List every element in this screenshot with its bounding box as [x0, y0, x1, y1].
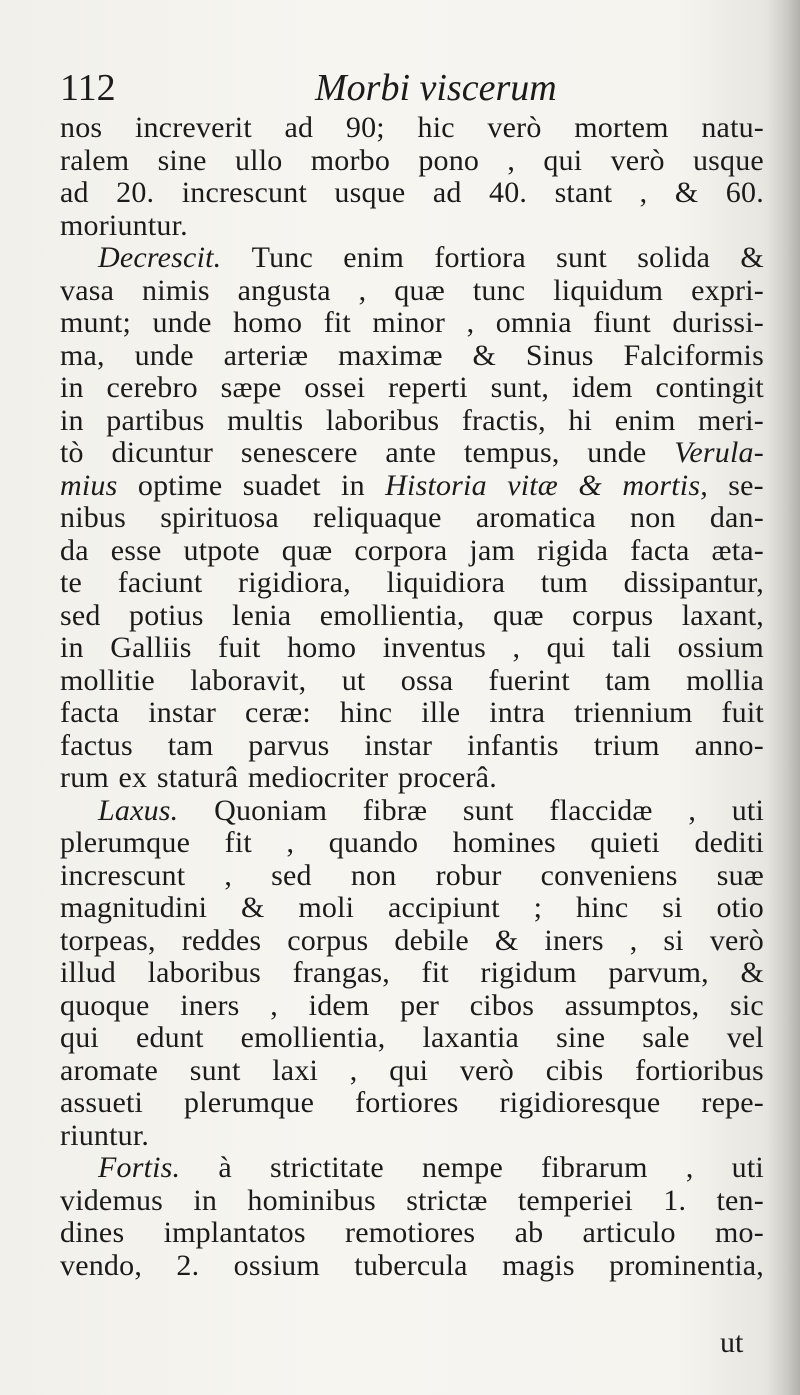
word: in — [60, 631, 84, 664]
text-line — [60, 1250, 764, 1283]
word: quando — [328, 826, 419, 859]
word: spirituosa — [160, 501, 279, 534]
word: instar — [364, 728, 433, 762]
word: & — [674, 176, 699, 209]
text-line — [60, 535, 764, 568]
word: Fortis. — [98, 1151, 181, 1184]
word: ; — [533, 891, 543, 924]
text-line — [60, 1217, 764, 1250]
word: 20. — [116, 176, 155, 209]
word: hi — [568, 403, 593, 437]
word: rigidum — [480, 956, 577, 989]
page-number: 112 — [60, 67, 116, 109]
word: edunt — [135, 1021, 204, 1054]
word: Quoniam — [214, 793, 328, 827]
word: tam — [605, 663, 651, 697]
word: usque — [692, 143, 764, 177]
word: fit — [421, 956, 449, 989]
word: arteriæ — [223, 338, 309, 372]
word: sine — [556, 1021, 606, 1054]
word: uti — [731, 793, 764, 827]
word: sine — [157, 143, 207, 177]
word: ma, — [60, 338, 105, 372]
word: , — [358, 273, 367, 307]
word: implantatos — [163, 1216, 306, 1249]
word: riuntur. — [60, 1118, 150, 1152]
text-line — [60, 632, 764, 665]
word: omnia — [495, 306, 572, 339]
word: non — [350, 858, 397, 892]
word: sed — [60, 598, 101, 632]
text-line — [60, 567, 764, 600]
word: robur — [435, 858, 502, 892]
text-line — [60, 892, 764, 925]
word: ante — [385, 436, 437, 469]
word: procerâ. — [397, 761, 497, 794]
word: plerumque — [60, 826, 191, 859]
text-line — [60, 1120, 764, 1153]
text-line — [60, 1055, 764, 1088]
catchword: ut — [720, 1326, 744, 1359]
word: Galliis — [110, 631, 192, 664]
word: vasa — [60, 273, 115, 307]
word: hinc — [575, 891, 629, 924]
word: in — [60, 371, 84, 404]
word: & — [494, 923, 519, 957]
text-line — [60, 957, 764, 990]
word: liquidiora — [386, 566, 506, 599]
word: magnitudini — [60, 891, 208, 924]
word: accipiunt — [388, 891, 500, 924]
word: fit — [323, 306, 351, 339]
word: lenia — [232, 598, 292, 632]
word: tam — [167, 728, 214, 762]
word: dediti — [694, 826, 764, 859]
word: sunt — [462, 793, 514, 827]
text-line — [60, 112, 764, 145]
word: unde — [134, 338, 194, 372]
text-line — [60, 1185, 764, 1218]
word: quieti — [590, 826, 660, 859]
word: rigidioresque — [499, 1086, 661, 1119]
word: ut — [341, 663, 366, 697]
word: qui — [389, 1053, 429, 1087]
word: otio — [716, 891, 764, 924]
word: laboribus — [147, 956, 262, 989]
word: , — [685, 1151, 694, 1184]
word: hinc — [339, 696, 393, 729]
word: ætа- — [711, 533, 764, 567]
word: 60. — [725, 176, 764, 209]
word: torpeas, — [60, 923, 156, 957]
word: fiunt — [593, 306, 651, 339]
word: cerebro — [106, 371, 198, 404]
word: ille — [421, 696, 461, 729]
word: ad — [60, 176, 89, 209]
text-line — [60, 1087, 764, 1120]
word: Decrescit. — [98, 241, 222, 274]
text-line — [60, 1022, 764, 1055]
word: corpora — [354, 533, 448, 567]
word: & — [740, 956, 764, 989]
text-line — [60, 145, 764, 178]
text-line — [60, 437, 764, 470]
word: strictæ — [406, 1183, 488, 1217]
word: moli — [298, 891, 355, 924]
word: qui — [60, 1021, 99, 1054]
word: increverit — [134, 111, 252, 144]
word: mortis, — [622, 468, 708, 502]
word: fuit — [218, 631, 261, 664]
word: idem — [308, 988, 370, 1022]
word: 90; — [345, 111, 385, 144]
word: assumptos, — [564, 988, 700, 1022]
word: stant — [554, 176, 613, 209]
word: rigidiora, — [238, 566, 351, 599]
word: verò — [459, 1053, 514, 1087]
word: , — [639, 176, 648, 209]
word: dissipantur, — [623, 566, 764, 599]
word: tubercula — [354, 1248, 468, 1282]
word: , — [507, 143, 516, 177]
word: vitæ — [507, 468, 558, 502]
page-edge-shadow — [766, 0, 800, 1395]
text-line — [60, 795, 764, 828]
word: & — [472, 338, 497, 372]
text-line — [60, 697, 764, 730]
word: remotiores — [345, 1216, 476, 1249]
text-line — [60, 860, 764, 893]
word: homines — [452, 826, 556, 859]
text-line — [60, 1152, 764, 1185]
text-line — [60, 405, 764, 438]
word: jam — [469, 533, 515, 567]
word: sunt — [556, 241, 607, 274]
word: expri- — [691, 273, 764, 307]
word: fortiora — [434, 241, 526, 274]
word: facta — [630, 533, 690, 567]
word: si — [662, 891, 683, 924]
word: corpus — [287, 923, 369, 957]
word: laboribus — [325, 403, 440, 437]
word: ossei — [304, 371, 366, 404]
word: enim — [614, 403, 676, 437]
word: ad — [432, 176, 462, 209]
word: qui — [546, 631, 586, 664]
word: moriuntur. — [60, 208, 188, 242]
word: uti — [731, 1151, 764, 1184]
page-header — [60, 64, 760, 112]
word: nempe — [422, 1151, 503, 1184]
word: quoque — [60, 988, 150, 1022]
word: mollia — [686, 663, 764, 697]
text-line — [60, 762, 764, 795]
word: da — [60, 533, 89, 567]
word: qui — [543, 143, 583, 177]
word: si — [663, 923, 684, 957]
word: 40. — [489, 176, 528, 209]
word: homo — [233, 306, 303, 339]
word: trium — [593, 728, 660, 762]
word: ullo — [234, 143, 283, 177]
word: videmus — [60, 1183, 164, 1217]
text-line — [60, 665, 764, 698]
word: vendo, — [60, 1248, 143, 1282]
word: ten- — [716, 1183, 764, 1217]
word: angusta — [237, 273, 331, 307]
word: ralem — [60, 143, 130, 177]
text-line — [60, 177, 764, 210]
word: rigida — [537, 533, 609, 567]
word: liquidum — [553, 273, 664, 307]
word: emollientia, — [319, 598, 465, 632]
word: tò — [60, 436, 84, 469]
word: triennium — [574, 696, 693, 729]
word: sale — [642, 1021, 690, 1054]
word: articulo — [582, 1216, 676, 1249]
word: illud — [60, 956, 117, 989]
word: per — [400, 988, 440, 1022]
word: esse — [110, 533, 162, 567]
word: Sinus — [525, 338, 594, 372]
word: sunt — [189, 1053, 241, 1087]
word: natu- — [701, 111, 764, 144]
text-line — [60, 340, 764, 373]
word: mortem — [574, 111, 669, 144]
text-line — [60, 827, 764, 860]
word: vel — [726, 1021, 764, 1054]
text-line — [60, 990, 764, 1023]
word: , — [224, 858, 233, 892]
word: hominibus — [247, 1183, 376, 1217]
word: verò — [610, 143, 665, 177]
word: tempus, — [463, 436, 560, 469]
text-line — [60, 372, 764, 405]
word: suæ — [716, 858, 764, 892]
word: sed — [271, 858, 312, 892]
text-line — [60, 470, 764, 503]
word: corpus — [572, 598, 654, 632]
word: dan- — [709, 501, 764, 534]
word: in — [193, 1183, 218, 1217]
word: dicuntur — [111, 436, 214, 469]
word: fibrarum — [541, 1151, 648, 1184]
word: intra — [489, 696, 546, 729]
word: parvus — [248, 728, 330, 762]
word: ossium — [677, 631, 764, 664]
word: faciunt — [117, 566, 203, 599]
word: Tunc — [251, 241, 313, 274]
word: iners — [180, 988, 240, 1022]
word: instar — [148, 696, 217, 729]
text-line — [60, 600, 764, 633]
word: cibos — [469, 988, 535, 1022]
word: iners — [544, 923, 604, 957]
word: fuit — [721, 696, 764, 729]
word: te — [60, 566, 83, 599]
word: ceræ: — [244, 696, 311, 729]
word: infantis — [467, 728, 559, 762]
word: verò — [487, 111, 542, 144]
word: partibus — [106, 403, 205, 437]
word: non — [630, 501, 676, 534]
word: Verula- — [674, 436, 764, 469]
word: , — [466, 306, 475, 339]
text-line — [60, 502, 764, 535]
word: plerumque — [184, 1086, 315, 1119]
word: laxantia — [422, 1021, 520, 1054]
word: temperiei — [517, 1183, 633, 1217]
running-head: Morbi viscerum — [315, 67, 557, 109]
text-line — [60, 925, 764, 958]
word: verò — [709, 923, 764, 957]
word: sunt, — [490, 371, 550, 404]
word: , — [286, 826, 295, 859]
word: homo — [287, 631, 357, 664]
word: quæ — [493, 598, 544, 632]
word: maximæ — [338, 338, 443, 372]
word: quæ — [394, 273, 445, 307]
word: , — [270, 988, 278, 1022]
word: mediocriter — [247, 761, 389, 794]
word: repe- — [701, 1086, 764, 1119]
word: pono — [418, 143, 480, 177]
word: senescere — [240, 436, 358, 469]
word: ab — [514, 1216, 544, 1249]
word: minor — [372, 306, 446, 339]
word: potius — [129, 598, 204, 632]
word: mollitie — [60, 663, 155, 697]
word: laxi — [272, 1053, 319, 1087]
word: emollientia, — [240, 1021, 386, 1054]
word: conveniens — [540, 858, 678, 892]
word: increscunt — [181, 176, 307, 209]
word: & — [241, 891, 265, 924]
word: prominentia, — [609, 1248, 764, 1282]
word: ex — [118, 761, 148, 794]
word: enim — [343, 241, 405, 274]
word: Laxus. — [98, 793, 179, 827]
word: 2. — [176, 1248, 200, 1282]
word: morbo — [310, 143, 391, 177]
word: aromate — [60, 1053, 159, 1087]
word: sic — [730, 988, 764, 1022]
word: assueti — [60, 1086, 144, 1119]
word: sæpe — [220, 371, 282, 404]
word: reperti — [388, 371, 468, 404]
text-line — [60, 730, 764, 763]
word: optime — [137, 468, 223, 502]
word: unde — [152, 306, 212, 339]
word: hic — [417, 111, 455, 144]
word: fortiores — [355, 1086, 459, 1119]
word: nos — [60, 111, 103, 144]
word: debile — [394, 923, 469, 957]
word: à — [218, 1151, 232, 1184]
text-line — [60, 210, 764, 243]
word: cibis — [545, 1053, 604, 1087]
word: Falciformis — [623, 338, 764, 372]
word: staturâ — [156, 761, 239, 794]
text-line — [60, 307, 764, 340]
word: rum — [60, 761, 109, 794]
word: ossa — [400, 663, 454, 697]
word: fortioribus — [635, 1053, 764, 1087]
word: mius — [60, 468, 118, 502]
word: Historia — [385, 468, 487, 502]
word: quæ — [281, 533, 333, 567]
word: fibræ — [362, 793, 428, 827]
word: se- — [728, 468, 764, 502]
word: ad — [284, 111, 314, 144]
word: inventus — [382, 631, 486, 664]
word: durissi- — [672, 306, 764, 339]
word: factus — [60, 728, 133, 762]
word: aromatica — [475, 501, 596, 534]
word: munt; — [60, 306, 132, 339]
word: usque — [334, 176, 406, 209]
word: utpote — [183, 533, 260, 567]
word: fuerint — [488, 663, 570, 697]
word: nibus — [60, 501, 127, 534]
word: fractis, — [461, 403, 546, 437]
word: parvum, — [608, 956, 709, 989]
word: anno- — [694, 728, 764, 762]
word: reddes — [181, 923, 262, 957]
body-text — [60, 112, 764, 1282]
word: , — [349, 1053, 358, 1087]
word: reliquaque — [313, 501, 442, 534]
word: , — [629, 923, 638, 957]
word: idem — [571, 371, 633, 404]
word: flaccidæ — [549, 793, 653, 827]
word: ossium — [233, 1248, 320, 1282]
word: tali — [612, 631, 652, 664]
word: , — [512, 631, 521, 664]
word: mo- — [715, 1216, 764, 1249]
word: increscunt — [60, 858, 186, 892]
word: & — [740, 241, 764, 274]
word: in — [341, 468, 365, 502]
word: frangas, — [292, 956, 390, 989]
word: tunc — [472, 273, 526, 307]
word: 1. — [663, 1183, 687, 1217]
word: meri- — [698, 403, 764, 437]
word: , — [688, 793, 697, 827]
word: solida — [637, 241, 711, 274]
text-line — [60, 242, 764, 275]
word: strictitate — [270, 1151, 384, 1184]
word: in — [60, 403, 84, 437]
word: suadet — [242, 468, 321, 502]
word: contingit — [655, 371, 764, 404]
word: nimis — [142, 273, 210, 307]
word: facta — [60, 696, 120, 729]
word: laxant, — [681, 598, 764, 632]
word: dines — [60, 1216, 125, 1249]
text-line — [60, 275, 764, 308]
word: & — [578, 468, 602, 502]
word: magis — [502, 1248, 575, 1282]
word: laboravit, — [190, 663, 307, 697]
word: multis — [227, 403, 304, 437]
word: tum — [540, 566, 589, 599]
word: fit — [224, 826, 252, 859]
word: unde — [587, 436, 647, 469]
